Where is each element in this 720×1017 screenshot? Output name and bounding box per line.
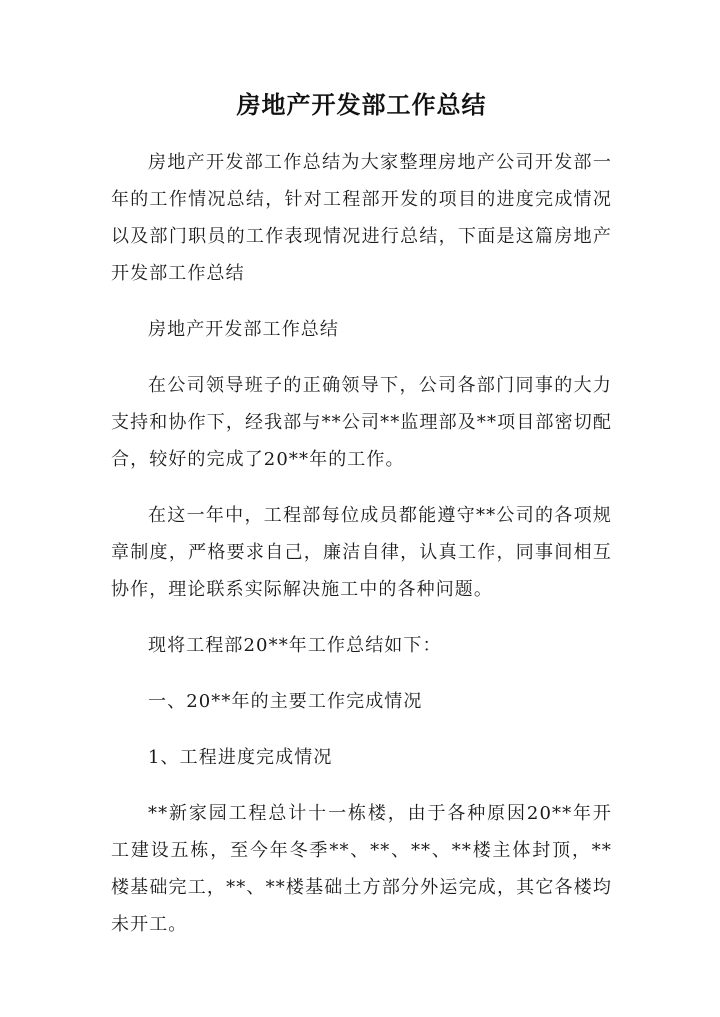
document-title: 房地产开发部工作总结 bbox=[236, 90, 487, 119]
intro-paragraph: 房地产开发部工作总结为大家整理房地产公司开发部一年的工作情况总结，针对工程部开发的项目的进度完成情况以及部门职员的工作表现情况进行总结，下面是这篇房地产开发部工作总结 bbox=[111, 152, 612, 284]
section-heading: 房地产开发部工作总结 bbox=[148, 319, 339, 340]
summary-intro-line: 现将工程部20**年工作总结如下： bbox=[148, 635, 442, 656]
body-paragraph-team: 在这一年中，工程部每位成员都能遵守**公司的各项规章制度，严格要求自己，廉洁自律，认真工作，同事间相互协作，理论联系实际解决施工中的各种问题。 bbox=[111, 505, 612, 600]
subsection-heading-progress: 1、工程进度完成情况 bbox=[148, 747, 333, 768]
body-paragraph-leadership: 在公司领导班子的正确领导下，公司各部门同事的大力支持和协作下，经我部与**公司**监理部及**项目部密切配合，较好的完成了20**年的工作。 bbox=[111, 375, 612, 470]
subsection-heading-main-work: 一、20**年的主要工作完成情况 bbox=[148, 691, 423, 712]
body-paragraph-progress: **新家园工程总计十一栋楼，由于各种原因20**年开工建设五栋，至今年冬季**、**、**、**楼主体封顶，**楼基础完工，**、**楼基础土方部分外运完成，其它各楼均未开工。 bbox=[111, 803, 612, 935]
